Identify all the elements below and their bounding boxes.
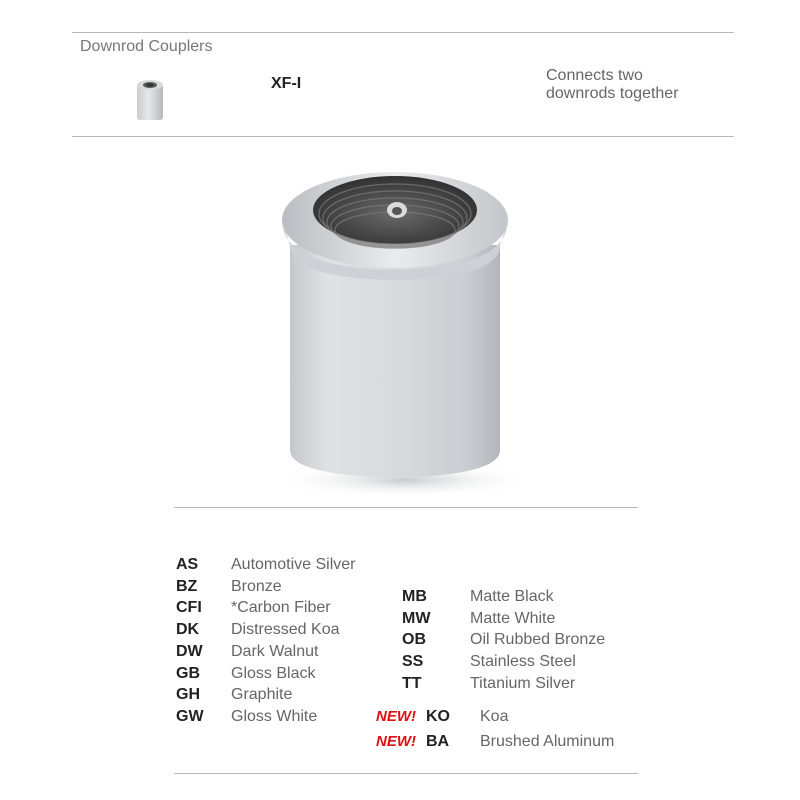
product-divider <box>72 136 734 137</box>
product-description <box>546 67 746 103</box>
coupler-product-image <box>260 150 530 500</box>
finish-code: CFI <box>176 599 202 617</box>
finish-code: GB <box>176 664 200 682</box>
finish-code: GH <box>176 686 200 704</box>
finish-name: Gloss White <box>231 707 318 725</box>
finish-code: GW <box>176 707 204 725</box>
finish-code: OB <box>402 631 426 649</box>
new-badge: NEW! <box>376 733 416 750</box>
finish-name: Distressed Koa <box>231 621 340 639</box>
finish-name: Automotive Silver <box>231 556 356 573</box>
finish-name: Graphite <box>231 686 293 704</box>
finish-name: Oil Rubbed Bronze <box>470 631 606 649</box>
bottom-divider <box>174 773 638 774</box>
top-divider <box>72 32 734 33</box>
new-badge: NEW! <box>376 708 416 725</box>
finish-code: TT <box>402 674 422 692</box>
finish-code: SS <box>402 653 424 671</box>
finish-name: Gloss Black <box>231 664 316 682</box>
finish-code: DK <box>176 621 200 639</box>
finish-name: Dark Walnut <box>231 642 319 660</box>
description-line: downrods together <box>546 85 679 102</box>
finish-code: DW <box>176 642 203 660</box>
finish-code: MB <box>402 588 427 605</box>
finish-code: AS <box>176 556 199 573</box>
coupler-thumbnail <box>134 76 166 124</box>
description-line: Connects two <box>546 67 643 84</box>
finish-name: Titanium Silver <box>470 674 576 692</box>
product-model: XF-I <box>271 75 302 92</box>
finish-name: Matte White <box>470 609 556 627</box>
finish-name: Stainless Steel <box>470 653 576 671</box>
finish-code: BZ <box>176 577 198 595</box>
finish-code: KO <box>426 708 450 725</box>
finish-name: Brushed Aluminum <box>480 733 615 750</box>
image-divider <box>174 507 638 508</box>
section-title: Downrod Couplers <box>80 38 213 55</box>
finish-name: Koa <box>480 708 509 725</box>
finish-name: *Carbon Fiber <box>231 599 331 617</box>
finish-name: Matte Black <box>470 588 554 605</box>
finish-name: Bronze <box>231 577 282 595</box>
finish-code: MW <box>402 609 431 627</box>
finish-code: BA <box>426 733 450 750</box>
